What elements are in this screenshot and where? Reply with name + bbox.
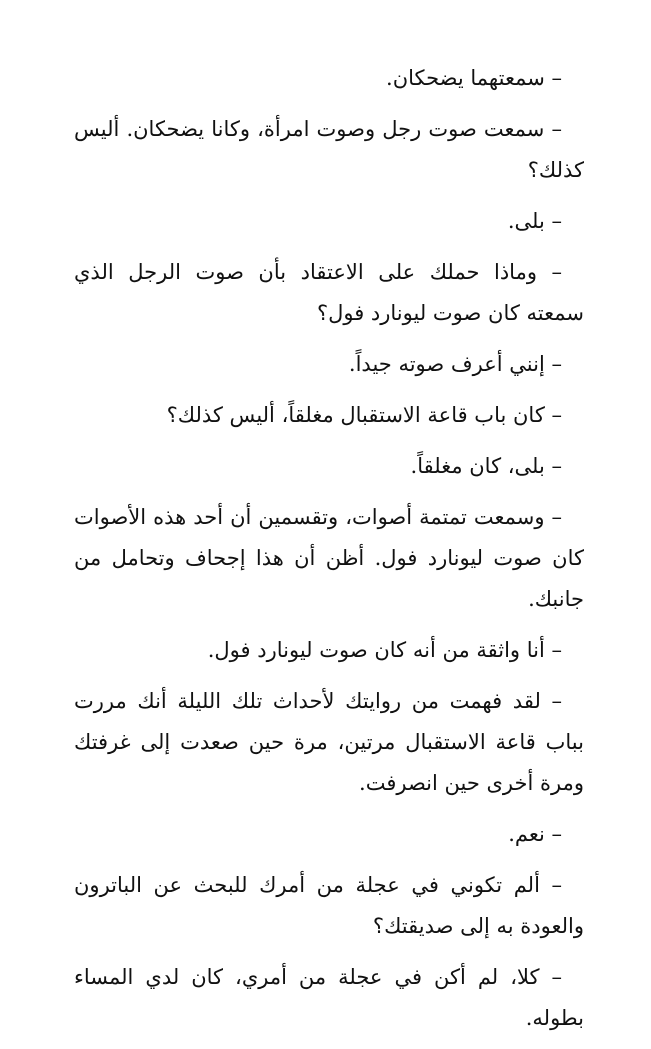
dialogue-line: – ألم تكوني في عجلة من أمرك للبحث عن الباترون والعودة به إلى صديقتك؟ [74,873,584,938]
dialogue-line: – وسمعت تمتمة أصوات، وتقسمين أن أحد هذه الأصوات كان صوت ليونارد فول. أظن أن هذا إجحاف وتحامل من جانبك. [74,505,584,611]
dialogue-line: – إنني أعرف صوته جيداً. [348,352,562,376]
dialogue-line: – كان باب قاعة الاستقبال مغلقاً، أليس كذلك؟ [166,403,562,427]
dialogue-line: – نعم. [508,822,562,846]
dialogue-line: – وماذا حملك على الاعتقاد بأن صوت الرجل الذي سمعته كان صوت ليونارد فول؟ [74,260,584,325]
dialogue-line: – بلى. [507,209,562,233]
dialogue-line: – كلا، لم أكن في عجلة من أمري، كان لدي المساء بطوله. [74,965,584,1030]
dialogue-line: – لقد فهمت من روايتك لأحداث تلك الليلة أنك مررت بباب قاعة الاستقبال مرتين، مرة حين صعدت إلى غرفتك ومرة أخرى حين انصرفت. [74,689,584,795]
dialogue-line: – بلى، كان مغلقاً. [410,454,562,478]
dialogue-line: – أنا واثقة من أنه كان صوت ليونارد فول. [207,638,562,662]
book-page [74,58,584,1049]
dialogue-line: – سمعت صوت رجل وصوت امرأة، وكانا يضحكان. أليس كذلك؟ [74,117,584,182]
dialogue-line: – سمعتهما يضحكان. [386,66,562,90]
